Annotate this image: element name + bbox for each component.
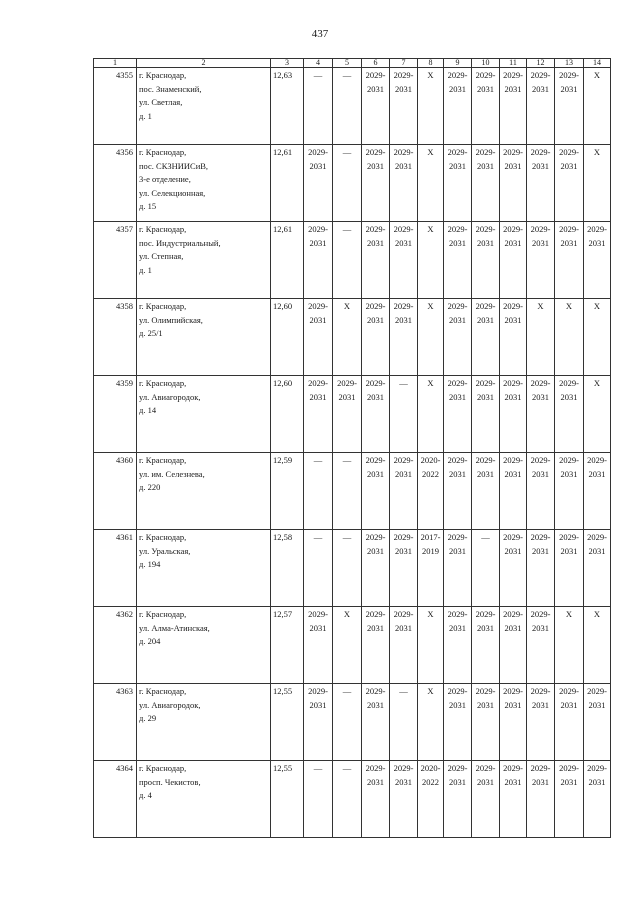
- period-cell: 2029-2031: [555, 761, 584, 838]
- period-cell: X: [584, 376, 611, 453]
- area-cell: 12,55: [271, 761, 304, 838]
- period-cell: X: [418, 222, 444, 299]
- period-cell: 2029-2031: [555, 145, 584, 222]
- registry-table: [93, 58, 611, 838]
- period-cell: X: [584, 299, 611, 376]
- period-cell: 2029-2031: [444, 376, 472, 453]
- period-cell: 2029-2031: [362, 684, 390, 761]
- period-cell: 2029-2031: [584, 453, 611, 530]
- address-cell: [137, 761, 271, 838]
- address-line: д. 204: [139, 636, 161, 646]
- period-cell: 2029-2031: [390, 530, 418, 607]
- address-line: д. 220: [139, 482, 161, 492]
- period-cell: 2029-2031: [444, 607, 472, 684]
- table-row: [94, 376, 611, 453]
- period-cell: —: [304, 530, 333, 607]
- table-row: [94, 453, 611, 530]
- period-cell: 2029-2031: [444, 684, 472, 761]
- header-row: [94, 59, 611, 68]
- header-cell: 3: [271, 59, 304, 68]
- row-number: 4359: [94, 376, 137, 453]
- period-cell: 2017-2019: [418, 530, 444, 607]
- area-cell: 12,58: [271, 530, 304, 607]
- period-cell: —: [304, 453, 333, 530]
- table-row: [94, 684, 611, 761]
- address-cell: [137, 453, 271, 530]
- period-cell: X: [418, 145, 444, 222]
- period-cell: 2029-2031: [390, 299, 418, 376]
- table-row: [94, 68, 611, 145]
- address-line: г. Краснодар,: [139, 147, 187, 157]
- address-line: пос. СКЗНИИСиВ,: [139, 160, 209, 171]
- address-line: пос. Индустриальный,: [139, 237, 221, 248]
- area-cell: 12,61: [271, 222, 304, 299]
- row-number: 4363: [94, 684, 137, 761]
- period-cell: 2029-2031: [362, 607, 390, 684]
- period-cell: —: [472, 530, 500, 607]
- period-cell: —: [390, 376, 418, 453]
- header-cell: 14: [584, 59, 611, 68]
- period-cell: 2029-2031: [584, 684, 611, 761]
- address-cell: [137, 376, 271, 453]
- period-cell: 2029-2031: [555, 222, 584, 299]
- header-cell: 11: [500, 59, 527, 68]
- period-cell: 2029-2031: [304, 145, 333, 222]
- header-cell: 5: [333, 59, 362, 68]
- period-cell: 2029-2031: [527, 222, 555, 299]
- header-cell: 13: [555, 59, 584, 68]
- period-cell: 2029-2031: [500, 453, 527, 530]
- period-cell: 2029-2031: [304, 607, 333, 684]
- address-cell: [137, 530, 271, 607]
- row-number: 4360: [94, 453, 137, 530]
- row-number: 4358: [94, 299, 137, 376]
- period-cell: X: [555, 607, 584, 684]
- header-cell: 9: [444, 59, 472, 68]
- period-cell: 2029-2031: [472, 761, 500, 838]
- period-cell: 2029-2031: [444, 68, 472, 145]
- period-cell: X: [555, 299, 584, 376]
- area-cell: 12,57: [271, 607, 304, 684]
- address-line: д. 4: [139, 790, 152, 800]
- address-line: г. Краснодар,: [139, 378, 187, 388]
- period-cell: 2029-2031: [527, 453, 555, 530]
- period-cell: —: [333, 684, 362, 761]
- address-line: г. Краснодар,: [139, 686, 187, 696]
- period-cell: 2029-2031: [527, 761, 555, 838]
- period-cell: 2029-2031: [304, 376, 333, 453]
- table-row: [94, 607, 611, 684]
- period-cell: —: [390, 684, 418, 761]
- period-cell: 2029-2031: [362, 453, 390, 530]
- row-number: 4357: [94, 222, 137, 299]
- period-cell: 2029-2031: [362, 299, 390, 376]
- header-cell: 12: [527, 59, 555, 68]
- period-cell: 2029-2031: [390, 222, 418, 299]
- address-line: ул. Алма-Атинская,: [139, 622, 210, 633]
- period-cell: 2029-2031: [390, 761, 418, 838]
- header-cell: 8: [418, 59, 444, 68]
- period-cell: 2029-2031: [304, 222, 333, 299]
- area-cell: 12,55: [271, 684, 304, 761]
- row-number: 4364: [94, 761, 137, 838]
- period-cell: 2029-2031: [472, 376, 500, 453]
- period-cell: X: [333, 299, 362, 376]
- address-cell: [137, 222, 271, 299]
- address-line: г. Краснодар,: [139, 70, 187, 80]
- address-cell: [137, 145, 271, 222]
- period-cell: X: [418, 68, 444, 145]
- table-row: [94, 222, 611, 299]
- period-cell: 2029-2031: [362, 68, 390, 145]
- period-cell: X: [527, 299, 555, 376]
- address-line: ул. Авиагородок,: [139, 699, 201, 710]
- period-cell: X: [418, 299, 444, 376]
- period-cell: 2029-2031: [527, 145, 555, 222]
- period-cell: —: [333, 68, 362, 145]
- address-line: д. 14: [139, 405, 157, 415]
- period-cell: X: [584, 607, 611, 684]
- address-line: г. Краснодар,: [139, 609, 187, 619]
- address-cell: [137, 299, 271, 376]
- period-cell: 2029-2031: [362, 761, 390, 838]
- period-cell: 2029-2031: [444, 453, 472, 530]
- address-line: 3-е отделение,: [139, 174, 191, 184]
- address-line: г. Краснодар,: [139, 301, 187, 311]
- period-cell: 2029-2031: [555, 68, 584, 145]
- address-line: г. Краснодар,: [139, 224, 187, 234]
- period-cell: 2029-2031: [444, 222, 472, 299]
- period-cell: 2029-2031: [527, 376, 555, 453]
- header-cell: 2: [137, 59, 271, 68]
- address-line: ул. им. Селезнева,: [139, 468, 205, 479]
- period-cell: 2029-2031: [500, 684, 527, 761]
- period-cell: 2029-2031: [472, 453, 500, 530]
- address-line: ул. Авиагородок,: [139, 391, 201, 402]
- period-cell: 2029-2031: [555, 684, 584, 761]
- address-line: просп. Чекистов,: [139, 776, 201, 787]
- period-cell: X: [584, 68, 611, 145]
- address-line: г. Краснодар,: [139, 455, 187, 465]
- period-cell: —: [333, 145, 362, 222]
- period-cell: 2029-2031: [500, 761, 527, 838]
- address-line: д. 29: [139, 713, 157, 723]
- period-cell: 2029-2031: [390, 68, 418, 145]
- period-cell: 2029-2031: [584, 530, 611, 607]
- address-cell: [137, 684, 271, 761]
- period-cell: 2029-2031: [390, 453, 418, 530]
- period-cell: 2029-2031: [362, 376, 390, 453]
- address-line: д. 25/1: [139, 328, 163, 338]
- period-cell: X: [418, 607, 444, 684]
- period-cell: 2029-2031: [444, 145, 472, 222]
- row-number: 4362: [94, 607, 137, 684]
- period-cell: 2029-2031: [500, 68, 527, 145]
- period-cell: 2029-2031: [527, 684, 555, 761]
- period-cell: —: [333, 761, 362, 838]
- period-cell: 2029-2031: [304, 684, 333, 761]
- row-number: 4361: [94, 530, 137, 607]
- period-cell: 2020-2022: [418, 761, 444, 838]
- header-cell: 4: [304, 59, 333, 68]
- period-cell: 2029-2031: [472, 68, 500, 145]
- area-cell: 12,60: [271, 376, 304, 453]
- address-line: д. 1: [139, 264, 152, 275]
- area-cell: 12,60: [271, 299, 304, 376]
- header-cell: 1: [94, 59, 137, 68]
- period-cell: 2029-2031: [500, 530, 527, 607]
- address-line: г. Краснодар,: [139, 763, 187, 773]
- period-cell: 2029-2031: [472, 607, 500, 684]
- period-cell: 2029-2031: [555, 530, 584, 607]
- table-row: [94, 299, 611, 376]
- area-cell: 12,59: [271, 453, 304, 530]
- period-cell: X: [418, 684, 444, 761]
- address-line: д. 15: [139, 201, 157, 211]
- period-cell: 2029-2031: [555, 376, 584, 453]
- period-cell: 2029-2031: [362, 145, 390, 222]
- period-cell: 2029-2031: [444, 761, 472, 838]
- period-cell: —: [333, 222, 362, 299]
- period-cell: X: [584, 145, 611, 222]
- period-cell: 2029-2031: [472, 684, 500, 761]
- address-line: д. 1: [139, 110, 152, 121]
- page-number: 437: [311, 28, 329, 40]
- period-cell: 2029-2031: [472, 145, 500, 222]
- period-cell: 2029-2031: [500, 145, 527, 222]
- period-cell: 2029-2031: [362, 530, 390, 607]
- row-number: 4355: [94, 68, 137, 145]
- period-cell: 2029-2031: [500, 607, 527, 684]
- period-cell: 2029-2031: [500, 222, 527, 299]
- period-cell: 2029-2031: [500, 376, 527, 453]
- period-cell: 2029-2031: [390, 607, 418, 684]
- row-number: 4356: [94, 145, 137, 222]
- period-cell: 2029-2031: [444, 530, 472, 607]
- table-row: [94, 145, 611, 222]
- period-cell: 2029-2031: [390, 145, 418, 222]
- address-line: г. Краснодар,: [139, 532, 187, 542]
- period-cell: 2029-2031: [584, 222, 611, 299]
- address-line: ул. Уральская,: [139, 545, 191, 556]
- period-cell: 2029-2031: [304, 299, 333, 376]
- period-cell: 2029-2031: [527, 68, 555, 145]
- period-cell: —: [333, 530, 362, 607]
- period-cell: —: [333, 453, 362, 530]
- address-cell: [137, 68, 271, 145]
- table-body: [94, 59, 611, 838]
- address-line: ул. Степная,: [139, 251, 184, 261]
- address-line: ул. Олимпийская,: [139, 314, 203, 325]
- period-cell: —: [304, 761, 333, 838]
- period-cell: 2029-2031: [362, 222, 390, 299]
- area-cell: 12,63: [271, 68, 304, 145]
- table-row: [94, 761, 611, 838]
- period-cell: 2029-2031: [472, 299, 500, 376]
- period-cell: —: [304, 68, 333, 145]
- period-cell: X: [418, 376, 444, 453]
- header-cell: 10: [472, 59, 500, 68]
- address-line: ул. Селекционная,: [139, 187, 206, 198]
- period-cell: 2029-2031: [500, 299, 527, 376]
- area-cell: 12,61: [271, 145, 304, 222]
- period-cell: 2029-2031: [555, 453, 584, 530]
- period-cell: 2029-2031: [584, 761, 611, 838]
- period-cell: 2020-2022: [418, 453, 444, 530]
- period-cell: 2029-2031: [444, 299, 472, 376]
- period-cell: 2029-2031: [527, 607, 555, 684]
- header-cell: 6: [362, 59, 390, 68]
- period-cell: 2029-2031: [527, 530, 555, 607]
- period-cell: X: [333, 607, 362, 684]
- address-line: ул. Светлая,: [139, 97, 183, 107]
- address-cell: [137, 607, 271, 684]
- table-row: [94, 530, 611, 607]
- period-cell: 2029-2031: [472, 222, 500, 299]
- period-cell: 2029-2031: [333, 376, 362, 453]
- address-line: д. 194: [139, 559, 161, 569]
- header-cell: 7: [390, 59, 418, 68]
- address-line: пос. Знаменский,: [139, 83, 202, 94]
